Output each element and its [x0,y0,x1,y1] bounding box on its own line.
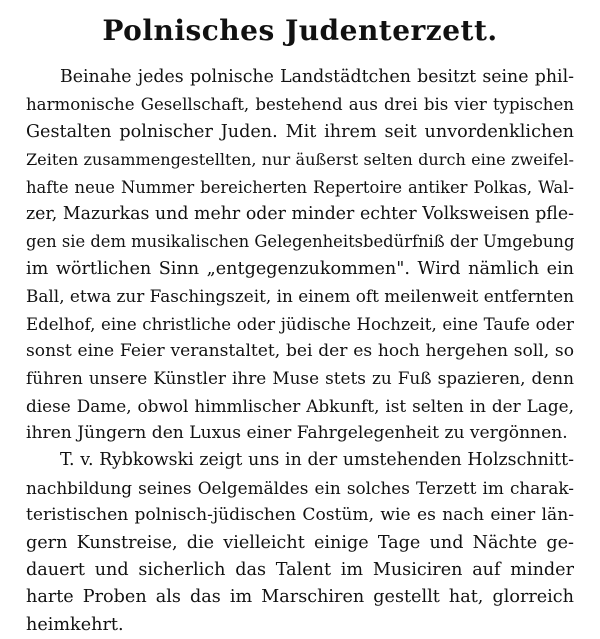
paragraph-2-line-5: dauert und sicherlich das Talent im Musiciren auf minder [26,560,574,581]
article-title: Polnisches Judenterzett. [102,14,498,47]
article-body [26,64,574,639]
paragraph-1-line-11: sonst eine Feier veranstaltet, bei der es hoch hergehen soll, so [26,340,574,361]
paragraph-1-line-8: im wörtlichen Sinn „entgegenzukommen". Wird nämlich ein [26,258,574,279]
paragraph-1-line-10: Edelhof, eine christliche oder jüdische Hochzeit, eine Taufe oder [26,314,574,334]
paragraph-1-line-9: Ball, etwa zur Faschingszeit, in einem oft meilenweit entfernten [26,286,574,307]
paragraph-1-line-13: diese Dame, obwol himmlischer Abkunft, ist selten in der Lage, [26,395,574,416]
paragraph-2-line-2: nachbildung seines Oelgemäldes ein solches Terzett im charak- [26,477,574,498]
paragraph-1-line-7: gen sie dem musikalischen Gelegenheitsbedürfniß der Umgebung [26,232,574,252]
paragraph-1-line-6: zer, Mazurkas und mehr oder minder echter Volksweisen pfle- [26,203,574,224]
paragraph-2-line-4: gern Kunstreise, die vielleicht einige Tage und Nächte ge- [26,532,574,553]
paragraph-1-line-5: hafte neue Nummer bereicherten Repertoire antiker Polkas, Wal- [26,177,574,197]
paragraph-2-line-3: teristischen polnisch-jüdischen Costüm, wie es nach einer län- [26,505,574,526]
paragraph-2-line-7: heimkehrt. [26,614,124,635]
paragraph-1-line-2: harmonische Gesellschaft, bestehend aus drei bis vier typischen [26,95,574,115]
paragraph-2-line-6: harte Proben als das im Marschiren gestellt hat, glorreich [26,587,574,608]
paragraph-1-line-4: Zeiten zusammengestellten, nur äußerst selten durch eine zweifel- [26,150,574,170]
paragraph-1-line-3: Gestalten polnischer Juden. Mit ihrem seit unvordenklichen [26,121,574,142]
paragraph-1-line-1: Beinahe jedes polnische Landstädtchen besitzt seine phil- [60,67,574,87]
paragraph-2-line-1: T. v. Rybkowski zeigt uns in der umstehenden Holzschnitt- [60,450,574,471]
paragraph-1-line-12: führen unsere Künstler ihre Muse stets zu Fuß spazieren, denn [26,368,574,389]
paragraph-1-line-14: ihren Jüngern den Luxus einer Fahrgelegenheit zu vergönnen. [26,423,568,444]
